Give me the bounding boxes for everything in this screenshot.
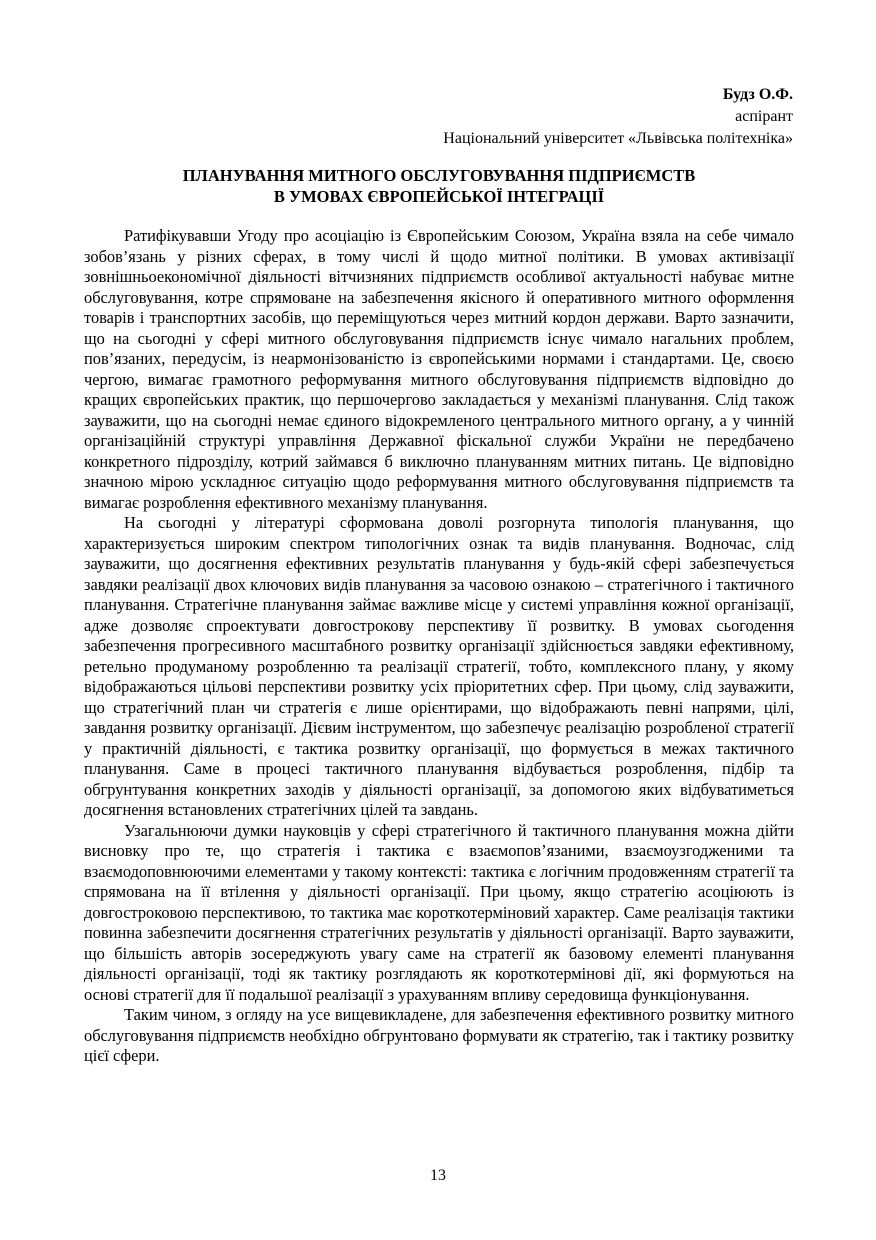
author-block [443,84,793,150]
title-line-2: В УМОВАХ ЄВРОПЕЙСЬКОЇ ІНТЕГРАЦІЇ [273,187,605,206]
page-number: 13 [430,1167,446,1184]
author-affiliation: Національний університет «Львівська політехніка» [443,130,793,147]
paragraph: Ратифікувавши Угоду про асоціацію із Європейським Союзом, Україна взяла на себе чимало зобов’язань у різних сферах, в тому числі й щодо митної політики. В умовах активізації зовнішньоекономічної діяльності вітчизняних підприємств особливої актуальності набуває митне обслуговування, котре спрямоване на забезпечення якісного й оперативного митного оформлення товарів і транспортних засобів, що переміщуються через митний кордон держави. Варто зазначити, що на сьогодні у сфері митного обслуговування підприємств існує чимало нагальних проблем, пов’язаних, передусім, із неармонізованістю із європейськими нормами і стандартами. Це, своєю чергою, вимагає грамотного реформування митного обслуговування підприємств відповідно до кращих європейських практик, що першочергово закладається у механізмі планування. Слід також зауважити, що на сьогодні немає єдиного відокремленого центрального митного органу, а у чинній організаційній структурі управління Державної фіскальної служби України не передбачено конкретного підрозділу, котрий займався б виключно плануванням митних питань. Це відповідно значною мірою ускладнює ситуацію щодо реформування митного обслуговування підприємств та вимагає розроблення ефективного механізму планування. [84,226,794,512]
author-name: Будз О.Ф. [722,86,793,103]
paper-title [84,165,794,207]
title-line-1: ПЛАНУВАННЯ МИТНОГО ОБСЛУГОВУВАННЯ ПІДПРИЄМСТВ [182,166,696,185]
paragraph: Таким чином, з огляду на усе вищевикладене, для забезпечення ефективного розвитку митного обслуговування підприємств необхідно обгрунтовано формувати як стратегію, так і тактику розвитку цієї сфери. [84,1005,794,1065]
paragraph: На сьогодні у літературі сформована доволі розгорнута типологія планування, що характеризується широким спектром типологічних ознак та видів планування. Водночас, слід зауважити, що досягнення ефективних результатів планування у будь-якій сфері забезпечується завдяки реалізації двох ключових видів планування за часовою ознакою – стратегічного і тактичного планування. Стратегічне планування займає важливе місце у системі управління кожної організації, адже дозволяє спроектувати довгострокову перспективу її розвитку. В умовах сьогодення забезпечення прогресивного масштабного розвитку організації здійснюється завдяки ефективному, ретельно продуманому розробленню та реалізації стратегії, тобто, комплексного плану, у якому відображаються цільові перспективи розвитку усіх пріоритетних сфер. При цьому, слід зауважити, що стратегічний план чи стратегія є лише орієнтирами, що відображають певні напрями, цілі, завдання розвитку організації. Дієвим інструментом, що забезпечує реалізацію розробленої стратегії у практичній діяльності, є тактика розвитку організації, що формується в межах тактичного планування. Саме в процесі тактичного планування відбувається розроблення, підбір та обгрунтування конкретних заходів у діяльності організації, за допомогою яких відбуватиметься досягнення встановлених стратегічних цілей та завдань. [84,513,794,819]
body-text [84,226,794,1067]
author-position: аспірант [735,108,793,125]
paragraph: Узагальнюючи думки науковців у сфері стратегічного й тактичного планування можна дійти висновку про те, що стратегія і тактика є взаємопов’язаними, взаємоузгодженими та взаємодоповнюючими елементами у такому контексті: тактика є логічним продовженням стратегії та спрямована на її втілення у діяльності організації. При цьому, якщо стратегію асоціюють із довгостроковою перспективою, то тактика має короткотерміновий характер. Саме реалізація тактики повинна забезпечити досягнення стратегічних результатів у діяльності організації. Варто зауважити, що більшість авторів зосереджують увагу саме на стратегії як базовому елементі планування діяльності організації, тоді як тактику розглядають як короткотермінові дії, які формуються на основі стратегії для її подальшої реалізації з урахуванням впливу середовища функціонування. [84,820,794,1004]
